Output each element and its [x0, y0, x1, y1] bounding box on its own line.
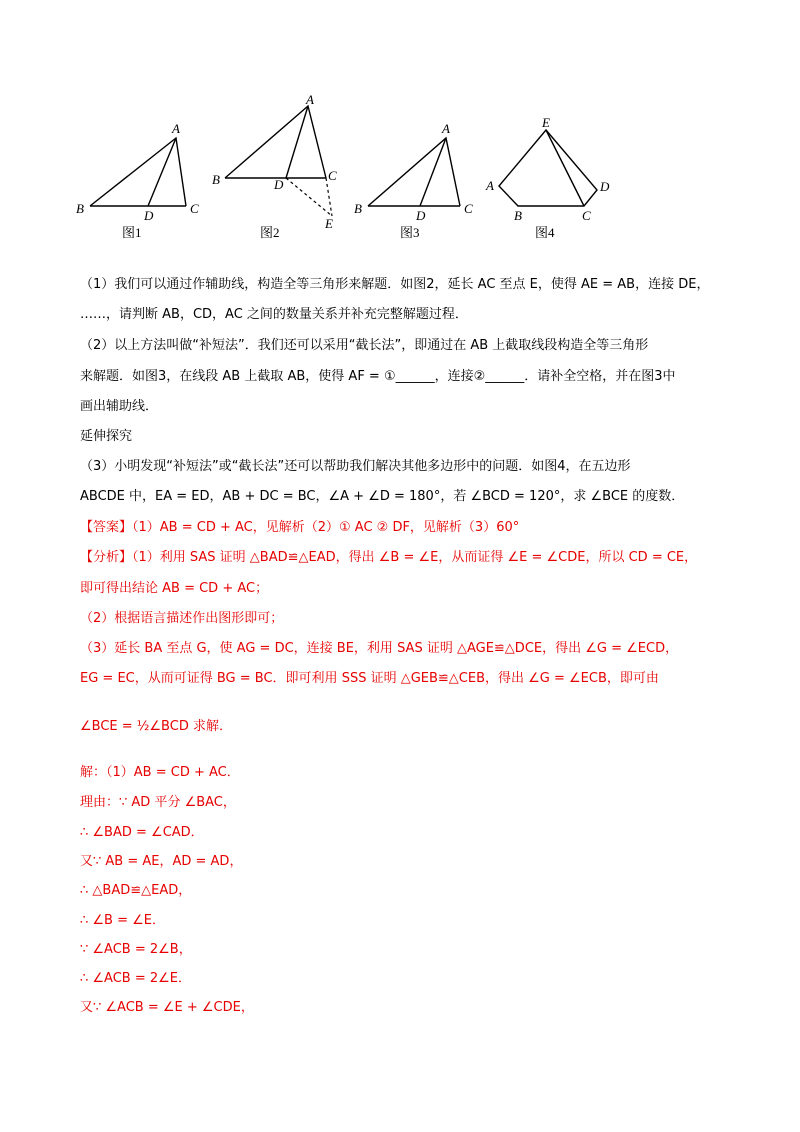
analysis-line-1: 【分析】（1）利用 SAS 证明 △BAD≌△EAD，得出 ∠B = ∠E，从而证得 ∠E = ∠CDE，所以 CD = CE，: [80, 550, 698, 565]
fig3-label-D: D: [416, 208, 426, 223]
answer-line: 【答案】（1）AB = CD + AC，见解析（2）① AC ② DF，见解析（3）60°: [80, 520, 520, 535]
section-heading: 延伸探究: [80, 429, 133, 444]
fig1-label-A: A: [172, 121, 180, 136]
fig1-label-D: D: [144, 208, 154, 223]
analysis-line-3: （2）根据语言描述作出图形即可；: [80, 611, 284, 626]
fig2-label-C: C: [328, 168, 337, 183]
fig1-label-C: C: [190, 201, 199, 216]
figure-4: [485, 115, 610, 240]
problem-line-7: ABCDE 中，EA = ED，AB + DC = BC，∠A + ∠D = 180°，若 ∠BCD = 120°，求 ∠BCE 的度数．: [80, 489, 685, 504]
analysis-line-2: 即可得出结论 AB = CD + AC；: [80, 581, 269, 596]
analysis-line-4: （3）延长 BA 至点 G，使 AG = DC，连接 BE，利用 SAS 证明 △AGE≌△DCE，得出 ∠G = ∠ECD，: [80, 641, 679, 656]
fig1-caption: 图1: [122, 225, 142, 240]
figure-2: [212, 92, 337, 240]
fig4-caption: 图4: [535, 225, 555, 240]
fig4-label-B: B: [514, 208, 522, 223]
fig3-caption: 图3: [400, 225, 420, 240]
fig3-label-A: A: [442, 121, 450, 136]
problem-line-1: （1）我们可以通过作辅助线，构造全等三角形来解题．如图2，延长 AC 至点 E，使得 AE = AB，连接 DE，: [80, 277, 710, 292]
figure-3: [354, 121, 473, 240]
solution-line-4: 又∵ AB = AE，AD = AD，: [80, 854, 243, 869]
analysis-line-6: ∠BCE = ½∠BCD 求解．: [80, 719, 232, 734]
problem-line-5: 画出辅助线．: [80, 399, 159, 414]
problem-line-6: （3）小明发现“补短法”或“截长法”还可以帮助我们解决其他多边形中的问题．如图4，在五边形: [80, 459, 631, 474]
fig4-label-C: C: [582, 208, 591, 223]
fig2-caption: 图2: [260, 225, 280, 240]
problem-line-2: ……，请判断 AB，CD，AC 之间的数量关系并补充完整解题过程．: [80, 307, 468, 322]
fig2-label-A: A: [306, 92, 314, 107]
fig1-label-B: B: [76, 201, 84, 216]
solution-line-5: ∴ △BAD≌△EAD，: [80, 883, 192, 898]
fig3-label-C: C: [464, 201, 473, 216]
analysis-line-5: EG = EC，从而可证得 BG = BC．即可利用 SSS 证明 △GEB≌△CEB，得出 ∠G = ∠ECB，即可由: [80, 671, 659, 686]
solution-line-7: ∵ ∠ACB = 2∠B，: [80, 942, 192, 957]
solution-line-6: ∴ ∠B = ∠E．: [80, 913, 166, 928]
fig4-label-A: A: [486, 178, 494, 193]
fig2-label-E: E: [325, 216, 333, 231]
fig4-label-E: E: [542, 115, 550, 130]
fig2-label-D: D: [274, 177, 284, 192]
geometry-figures: [70, 90, 630, 250]
solution-line-1: 解：（1）AB = CD + AC．: [80, 765, 240, 780]
solution-line-3: ∴ ∠BAD = ∠CAD．: [80, 825, 204, 840]
solution-line-8: ∴ ∠ACB = 2∠E．: [80, 971, 192, 986]
solution-line-2: 理由：∵ AD 平分 ∠BAC，: [80, 795, 236, 810]
problem-line-3: （2）以上方法叫做“补短法”．我们还可以采用“截长法”，即通过在 AB 上截取线段构造全等三角形: [80, 338, 649, 353]
fig4-label-D: D: [600, 179, 610, 194]
figure-1: [76, 121, 199, 240]
problem-line-4: 来解题．如图3，在线段 AB 上截取 AB，使得 AF = ①______，连接②______．请补全空格，并在图3中: [80, 369, 676, 384]
fig3-label-B: B: [354, 201, 362, 216]
fig2-label-B: B: [212, 172, 220, 187]
solution-line-9: 又∵ ∠ACB = ∠E + ∠CDE，: [80, 1000, 254, 1015]
